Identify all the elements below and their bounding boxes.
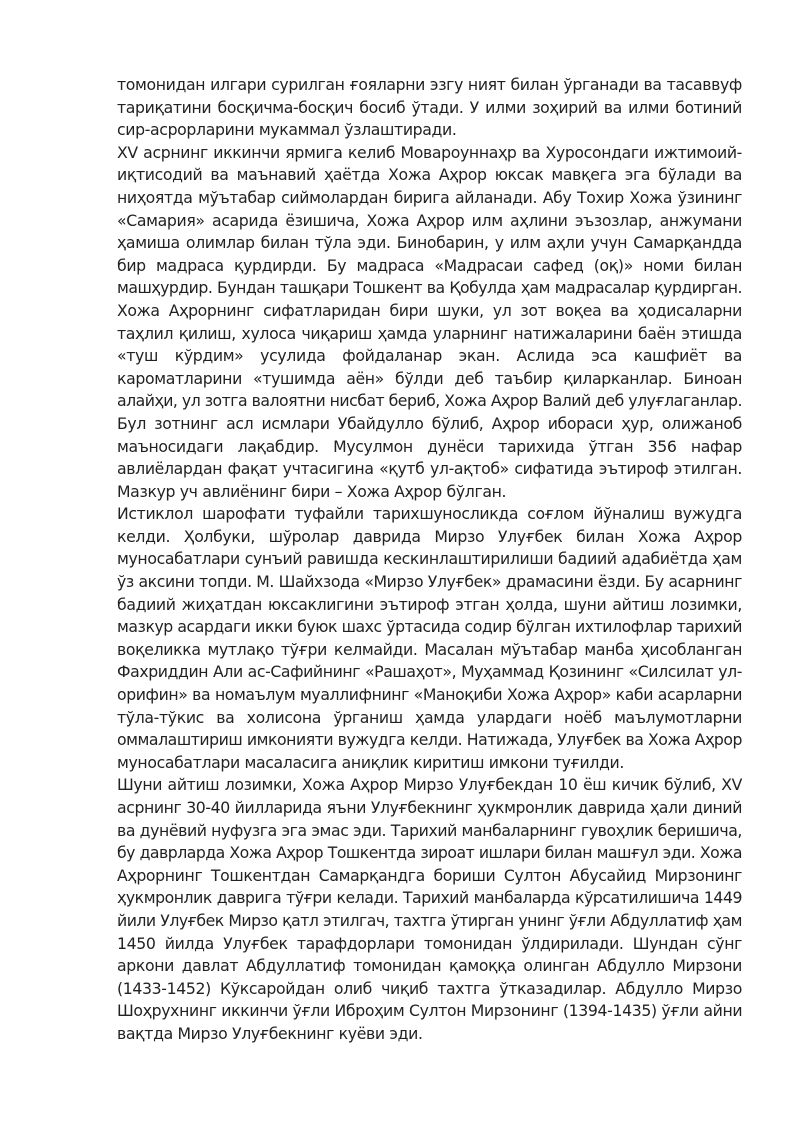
text-line: Хожа Аҳрорнинг сифатларидан бири шуки, ул зот воқеа ва ҳодисаларни xyxy=(117,300,742,320)
text-line: тўла-тўкис ва холисона ўрганиш ҳамда улардаги ноёб маълумотларни xyxy=(117,707,742,727)
text-line: Мазкур уч авлиёнинг бири – Хожа Аҳрор бўлган. xyxy=(117,481,507,501)
text-line: Шуни айтиш лозимки, Хожа Аҳрор Мирзо Улуғбекдан 10 ёш кичик бўлиб, XV xyxy=(117,775,742,795)
text-line: тариқатини босқичма-босқич босиб ўтади. У илми зоҳирий ва илми ботиний xyxy=(117,97,742,117)
text-line: оммалаштириш имконияти вужудга келди. Натижада, Улуғбек ва Хожа Аҳрор xyxy=(117,730,743,750)
text-line: ниҳоятда мўътабар сиймолардан бирига айланади. Абу Тохир Хожа ўзининг xyxy=(117,187,742,207)
text-line: асрнинг 30-40 йилларида яъни Улуғбекнинг ҳукмронлик даврида ҳали диний xyxy=(117,798,742,817)
text-line: 1450 йилда Улуғбек тарафдорлари томонидан ўлдирилади. Шундан сўнг xyxy=(117,933,742,953)
text-line: (1433-1452) Кўксаройдан олиб чиқиб тахтга ўтказадилар. Абдулло Мирзо xyxy=(117,978,742,998)
text-line: машҳурдир. Бундан ташқари Тошкент ва Қобулда ҳам мадрасалар қурдирган. xyxy=(117,278,742,298)
text-line: Шоҳрухнинг иккинчи ўғли Иброҳим Султон Мирзонинг (1394-1435) ўғли айни xyxy=(117,1001,743,1021)
text-line: мазкур асардаги икки буюк шахс ўртасида содир бўлган ихтилофлар тарихий xyxy=(117,617,742,637)
paragraph-2 xyxy=(117,142,742,504)
text-line: муносабатлари сунъий равишда кескинлаштирилиши бадиий адабиётда ҳам xyxy=(117,549,742,569)
text-line: бу даврларда Хожа Аҳрор Тошкентда зироат ишлари билан машғул эди. Хожа xyxy=(117,843,742,863)
text-line: Бул зотнинг асл исмлари Убайдулло бўлиб, Аҳрор ибораси ҳур, олижаноб xyxy=(117,413,742,433)
text-line: сир-асрорларини мукаммал ўзлаштиради. xyxy=(117,120,457,140)
text-line: кароматларини «тушимда аён» бўлди деб таъбир қиларканлар. Биноан xyxy=(117,368,742,388)
text-line: Аҳрорнинг Тошкентдан Самарқандга бориши Султон Абусайид Мирзонинг xyxy=(117,865,742,885)
text-line: бир мадраса қурдирди. Бу мадраса «Мадрасаи сафед (оқ)» номи билан xyxy=(117,255,742,275)
text-line: ўз аксини топди. М. Шайхзода «Мирзо Улуғбек» драмасини ёзди. Бу асарнинг xyxy=(117,572,742,592)
text-line: бадиий жиҳатдан юксаклигини эътироф этган ҳолда, шуни айтиш лозимки, xyxy=(117,594,742,614)
text-line: воқеликка мутлақо тўғри келмайди. Масалан мўътабар манба ҳисобланган xyxy=(117,639,742,659)
text-line: келди. Ҳолбуки, шўролар даврида Мирзо Улуғбек билан Хожа Аҳрор xyxy=(117,526,742,546)
text-line: томонидан илгари сурилган ғояларни эзгу ният билан ўрганади ва тасаввуф xyxy=(117,75,742,94)
text-line: орифин» ва номаълум муаллифнинг «Маноқиби Хожа Аҳрор» каби асарларни xyxy=(117,685,742,705)
text-line: ва дунёвий нуфузга эга эмас эди. Тарихий манбаларнинг гувоҳлик беришича, xyxy=(117,820,742,840)
text-line: йили Улуғбек Мирзо қатл этилгач, тахтга ўтирган унинг ўғли Абдуллатиф ҳам xyxy=(117,910,742,930)
text-line: алайҳи, ул зотга валоятни нисбат бериб, Хожа Аҳрор Валий деб улуғлаганлар. xyxy=(117,391,742,411)
text-line: маъносидаги лақабдир. Мусулмон дунёси тарихида ўтган 356 нафар xyxy=(117,436,742,456)
text-line: иқтисодий ва маънавий ҳаётда Хожа Аҳрор юксак мавқега эга бўлади ва xyxy=(117,165,742,185)
text-line: авлиёлардан фақат учтасигина «қутб ул-ақтоб» сифатида эътироф этилган. xyxy=(117,459,742,479)
text-line: «туш кўрдим» усулида фойдаланар экан. Аслида эса кашфиёт ва xyxy=(117,346,742,366)
text-line: «Самария» асарида ёзишича, Хожа Аҳрор илм аҳлини эъзозлар, анжумани xyxy=(117,210,742,230)
text-line: таҳлил қилиш, хулоса чиқариш ҳамда уларнинг натижаларини баён этишда xyxy=(117,323,742,343)
text-line: Фахриддин Али ас-Сафийнинг «Рашаҳот», Муҳаммад Қозининг «Силсилат ул- xyxy=(117,662,742,682)
text-line: муносабатлари масаласига аниқлик киритиш имкони туғилди. xyxy=(117,752,625,772)
text-line: ҳукмронлик даврига тўғри келади. Тарихий манбаларда кўрсатилишича 1449 xyxy=(117,888,742,908)
text-line: Истиклол шарофати туфайли тарихшуносликда соғлом йўналиш вужудга xyxy=(117,504,742,524)
paragraph-1 xyxy=(117,74,742,142)
text-line: ҳамиша олимлар билан тўла эди. Бинобарин, у илм аҳли учун Самарқандда xyxy=(117,233,742,253)
text-line: XV асрнинг иккинчи ярмига келиб Мовароуннаҳр ва Хуросондаги ижтимоий- xyxy=(117,142,742,162)
text-line: вақтда Мирзо Улуғбекнинг куёви эди. xyxy=(117,1023,423,1043)
paragraph-3 xyxy=(117,503,742,774)
paragraph-4 xyxy=(117,774,742,1045)
document-body xyxy=(117,74,742,1046)
text-line: аркони давлат Абдуллатиф томонидан қамоққа олинган Абдулло Мирзони xyxy=(117,956,742,976)
